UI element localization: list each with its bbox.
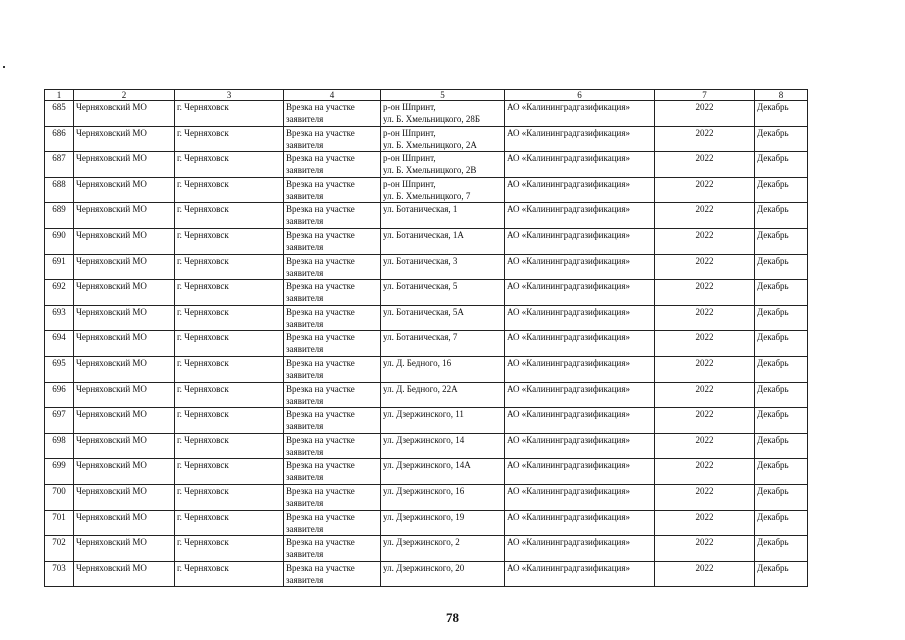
district-cell: Черняховский МО [74, 433, 175, 459]
row-number-cell: 688 [45, 177, 74, 203]
organization-cell: АО «Калининградгазификация» [505, 510, 655, 536]
address-cell [381, 561, 505, 587]
district-cell: Черняховский МО [74, 280, 175, 306]
work-type-cell-line: Врезка на участке [286, 127, 355, 138]
work-type-cell-line: Врезка на участке [286, 204, 355, 215]
address-cell-line: ул. Дзержинского, 20 [383, 562, 465, 573]
table-row [45, 561, 808, 587]
address-cell [381, 433, 505, 459]
month-cell: Декабрь [755, 536, 808, 562]
address-cell [381, 382, 505, 408]
address-cell-line: ул. Дзержинского, 11 [383, 409, 464, 420]
work-type-cell-line: заявителя [286, 446, 324, 457]
address-cell-line: ул. Дзержинского, 19 [383, 511, 465, 522]
year-cell: 2022 [655, 561, 755, 587]
city-cell: г. Черняховск [175, 228, 284, 254]
work-type-cell-line: Врезка на участке [286, 332, 355, 343]
work-type-cell [284, 459, 381, 485]
month-cell: Декабрь [755, 433, 808, 459]
work-type-cell-line: заявителя [286, 318, 324, 329]
address-cell [381, 126, 505, 152]
table-row [45, 126, 808, 152]
city-cell: г. Черняховск [175, 331, 284, 357]
table-row [45, 510, 808, 536]
work-type-cell-line: заявителя [286, 293, 324, 304]
work-type-cell [284, 203, 381, 229]
address-cell [381, 305, 505, 331]
work-type-cell-line: заявителя [286, 523, 324, 534]
organization-cell: АО «Калининградгазификация» [505, 280, 655, 306]
address-cell [381, 536, 505, 562]
work-type-cell-line: Врезка на участке [286, 511, 355, 522]
city-cell: г. Черняховск [175, 254, 284, 280]
work-type-cell-line: заявителя [286, 165, 324, 176]
work-type-cell-line: Врезка на участке [286, 306, 355, 317]
row-number-cell: 691 [45, 254, 74, 280]
year-cell: 2022 [655, 280, 755, 306]
year-cell: 2022 [655, 433, 755, 459]
organization-cell: АО «Калининградгазификация» [505, 203, 655, 229]
month-cell: Декабрь [755, 561, 808, 587]
work-type-cell-line: заявителя [286, 549, 324, 560]
year-cell: 2022 [655, 254, 755, 280]
address-cell-line: ул. Б. Хмельницкого, 28Б [383, 114, 481, 124]
year-cell: 2022 [655, 536, 755, 562]
table-row [45, 484, 808, 510]
city-cell: г. Черняховск [175, 305, 284, 331]
header-col-1: 1 [45, 90, 74, 101]
address-cell [381, 280, 505, 306]
row-number-cell: 692 [45, 280, 74, 306]
work-type-cell-line: заявителя [286, 267, 324, 278]
month-cell: Декабрь [755, 152, 808, 178]
work-type-cell-line: заявителя [286, 369, 324, 380]
month-cell: Декабрь [755, 126, 808, 152]
address-cell-line: ул. Дзержинского, 2 [383, 537, 460, 548]
work-type-cell-line: заявителя [286, 344, 324, 355]
header-col-2: 2 [74, 90, 175, 101]
organization-cell: АО «Калининградгазификация» [505, 228, 655, 254]
header-col-8: 8 [755, 90, 808, 101]
row-number-cell: 687 [45, 152, 74, 178]
work-type-cell-line: заявителя [286, 395, 324, 406]
row-number-cell: 689 [45, 203, 74, 229]
row-number-cell: 703 [45, 561, 74, 587]
table-row [45, 536, 808, 562]
year-cell: 2022 [655, 484, 755, 510]
city-cell: г. Черняховск [175, 126, 284, 152]
month-cell: Декабрь [755, 331, 808, 357]
row-number-cell: 701 [45, 510, 74, 536]
district-cell: Черняховский МО [74, 331, 175, 357]
work-type-cell-line: Врезка на участке [286, 562, 355, 573]
table-row [45, 305, 808, 331]
work-type-cell-line: заявителя [286, 139, 324, 150]
address-cell [381, 331, 505, 357]
organization-cell: АО «Калининградгазификация» [505, 536, 655, 562]
work-type-cell-line: заявителя [286, 421, 324, 432]
header-col-7: 7 [655, 90, 755, 101]
work-type-cell-line: заявителя [286, 190, 324, 201]
work-type-cell-line: Врезка на участке [286, 485, 355, 496]
district-cell: Черняховский МО [74, 177, 175, 203]
address-cell [381, 408, 505, 434]
address-cell-line: ул. Ботаническая, 1 [383, 204, 458, 215]
year-cell: 2022 [655, 152, 755, 178]
work-type-cell [284, 228, 381, 254]
work-type-cell-line: заявителя [286, 497, 324, 508]
year-cell: 2022 [655, 459, 755, 485]
header-col-5: 5 [381, 90, 505, 101]
organization-cell: АО «Калининградгазификация» [505, 561, 655, 587]
work-type-cell-line: Врезка на участке [286, 229, 355, 240]
header-col-6: 6 [505, 90, 655, 101]
district-cell: Черняховский МО [74, 408, 175, 434]
month-cell: Декабрь [755, 228, 808, 254]
city-cell: г. Черняховск [175, 382, 284, 408]
page-number: 78 [446, 610, 459, 625]
table-row [45, 408, 808, 434]
row-number-cell: 698 [45, 433, 74, 459]
year-cell: 2022 [655, 331, 755, 357]
row-number-cell: 697 [45, 408, 74, 434]
table-header [45, 90, 808, 101]
district-cell: Черняховский МО [74, 536, 175, 562]
city-cell: г. Черняховск [175, 536, 284, 562]
address-cell-line: ул. Б. Хмельницкого, 2А [383, 139, 477, 150]
address-cell-line: р-он Шпринт, [383, 153, 436, 164]
work-type-cell-line: Врезка на участке [286, 281, 355, 292]
address-cell [381, 510, 505, 536]
row-number-cell: 696 [45, 382, 74, 408]
work-type-cell [284, 408, 381, 434]
year-cell: 2022 [655, 510, 755, 536]
district-cell: Черняховский МО [74, 561, 175, 587]
month-cell: Декабрь [755, 382, 808, 408]
row-number-cell: 685 [45, 101, 74, 127]
district-cell: Черняховский МО [74, 228, 175, 254]
organization-cell: АО «Калининградгазификация» [505, 484, 655, 510]
row-number-cell: 699 [45, 459, 74, 485]
table-row [45, 356, 808, 382]
month-cell: Декабрь [755, 356, 808, 382]
district-cell: Черняховский МО [74, 254, 175, 280]
month-cell: Декабрь [755, 203, 808, 229]
work-type-cell-line: Врезка на участке [286, 102, 355, 112]
month-cell: Декабрь [755, 484, 808, 510]
organization-cell: АО «Калининградгазификация» [505, 126, 655, 152]
address-cell [381, 254, 505, 280]
address-cell-line: ул. Ботаническая, 3 [383, 255, 458, 266]
address-cell [381, 228, 505, 254]
address-cell [381, 101, 505, 127]
year-cell: 2022 [655, 228, 755, 254]
city-cell: г. Черняховск [175, 459, 284, 485]
organization-cell: АО «Калининградгазификация» [505, 305, 655, 331]
work-type-cell [284, 484, 381, 510]
address-cell [381, 177, 505, 203]
address-cell [381, 356, 505, 382]
work-type-cell-line: Врезка на участке [286, 357, 355, 368]
row-number-cell: 702 [45, 536, 74, 562]
address-cell-line: ул. Б. Хмельницкого, 2В [383, 165, 477, 176]
city-cell: г. Черняховск [175, 510, 284, 536]
address-cell-line: р-он Шпринт, [383, 178, 436, 189]
organization-cell: АО «Калининградгазификация» [505, 356, 655, 382]
district-cell: Черняховский МО [74, 356, 175, 382]
work-type-cell [284, 177, 381, 203]
district-cell: Черняховский МО [74, 510, 175, 536]
month-cell: Декабрь [755, 459, 808, 485]
city-cell: г. Черняховск [175, 280, 284, 306]
organization-cell: АО «Калининградгазификация» [505, 331, 655, 357]
year-cell: 2022 [655, 305, 755, 331]
table-body [45, 101, 808, 587]
work-type-cell-line: Врезка на участке [286, 178, 355, 189]
table-row [45, 101, 808, 127]
work-type-cell-line: Врезка на участке [286, 434, 355, 445]
address-cell [381, 484, 505, 510]
work-type-cell [284, 510, 381, 536]
year-cell: 2022 [655, 203, 755, 229]
table-row [45, 433, 808, 459]
address-cell-line: ул. Дзержинского, 14А [383, 460, 471, 471]
row-number-cell: 694 [45, 331, 74, 357]
work-type-cell-line: заявителя [286, 574, 324, 585]
row-number-cell: 686 [45, 126, 74, 152]
address-cell-line: ул. Б. Хмельницкого, 7 [383, 190, 471, 201]
table-row [45, 203, 808, 229]
year-cell: 2022 [655, 126, 755, 152]
work-type-cell-line: Врезка на участке [286, 153, 355, 164]
address-cell-line: р-он Шпринт, [383, 102, 436, 112]
month-cell: Декабрь [755, 254, 808, 280]
work-type-cell-line: Врезка на участке [286, 537, 355, 548]
district-cell: Черняховский МО [74, 459, 175, 485]
table-row [45, 177, 808, 203]
works-table [44, 89, 808, 587]
organization-cell: АО «Калининградгазификация» [505, 433, 655, 459]
year-cell: 2022 [655, 356, 755, 382]
organization-cell: АО «Калининградгазификация» [505, 408, 655, 434]
table-row [45, 459, 808, 485]
organization-cell: АО «Калининградгазификация» [505, 177, 655, 203]
address-cell [381, 459, 505, 485]
work-type-cell-line: заявителя [286, 241, 324, 252]
address-cell-line: ул. Дзержинского, 14 [383, 434, 465, 445]
city-cell: г. Черняховск [175, 177, 284, 203]
organization-cell: АО «Калининградгазификация» [505, 101, 655, 127]
work-type-cell [284, 254, 381, 280]
address-cell-line: ул. Д. Бедного, 16 [383, 357, 452, 368]
work-type-cell [284, 305, 381, 331]
city-cell: г. Черняховск [175, 484, 284, 510]
header-col-4: 4 [284, 90, 381, 101]
table-row [45, 228, 808, 254]
city-cell: г. Черняховск [175, 356, 284, 382]
work-type-cell [284, 536, 381, 562]
city-cell: г. Черняховск [175, 203, 284, 229]
district-cell: Черняховский МО [74, 484, 175, 510]
work-type-cell-line: Врезка на участке [286, 409, 355, 420]
table-row [45, 331, 808, 357]
city-cell: г. Черняховск [175, 152, 284, 178]
table-row [45, 254, 808, 280]
month-cell: Декабрь [755, 280, 808, 306]
work-type-cell [284, 356, 381, 382]
year-cell: 2022 [655, 408, 755, 434]
address-cell-line: ул. Д. Бедного, 22А [383, 383, 458, 394]
row-number-cell: 690 [45, 228, 74, 254]
month-cell: Декабрь [755, 305, 808, 331]
address-cell [381, 152, 505, 178]
city-cell: г. Черняховск [175, 433, 284, 459]
row-number-cell: 695 [45, 356, 74, 382]
table-row [45, 280, 808, 306]
district-cell: Черняховский МО [74, 152, 175, 178]
year-cell: 2022 [655, 101, 755, 127]
year-cell: 2022 [655, 382, 755, 408]
address-cell [381, 203, 505, 229]
address-cell-line: ул. Ботаническая, 5 [383, 281, 458, 292]
work-type-cell-line: Врезка на участке [286, 255, 355, 266]
work-type-cell [284, 101, 381, 127]
work-type-cell [284, 433, 381, 459]
scan-speck [3, 66, 5, 68]
district-cell: Черняховский МО [74, 382, 175, 408]
header-col-3: 3 [175, 90, 284, 101]
work-type-cell-line: заявителя [286, 114, 324, 124]
work-type-cell-line: Врезка на участке [286, 460, 355, 471]
work-type-cell-line: заявителя [286, 472, 324, 483]
row-number-cell: 693 [45, 305, 74, 331]
month-cell: Декабрь [755, 510, 808, 536]
year-cell: 2022 [655, 177, 755, 203]
header-row [45, 90, 808, 101]
district-cell: Черняховский МО [74, 305, 175, 331]
city-cell: г. Черняховск [175, 561, 284, 587]
address-cell-line: ул. Дзержинского, 16 [383, 485, 465, 496]
row-number-cell: 700 [45, 484, 74, 510]
table-row [45, 152, 808, 178]
work-type-cell [284, 331, 381, 357]
work-type-cell [284, 561, 381, 587]
month-cell: Декабрь [755, 101, 808, 127]
work-type-cell [284, 152, 381, 178]
address-cell-line: ул. Ботаническая, 1А [383, 229, 464, 240]
table-row [45, 382, 808, 408]
address-cell-line: р-он Шпринт, [383, 127, 436, 138]
organization-cell: АО «Калининградгазификация» [505, 152, 655, 178]
month-cell: Декабрь [755, 408, 808, 434]
month-cell: Декабрь [755, 177, 808, 203]
organization-cell: АО «Калининградгазификация» [505, 459, 655, 485]
city-cell: г. Черняховск [175, 408, 284, 434]
work-type-cell [284, 280, 381, 306]
organization-cell: АО «Калининградгазификация» [505, 382, 655, 408]
district-cell: Черняховский МО [74, 126, 175, 152]
work-type-cell-line: Врезка на участке [286, 383, 355, 394]
work-type-cell-line: заявителя [286, 216, 324, 227]
district-cell: Черняховский МО [74, 101, 175, 127]
organization-cell: АО «Калининградгазификация» [505, 254, 655, 280]
work-type-cell [284, 126, 381, 152]
address-cell-line: ул. Ботаническая, 7 [383, 332, 458, 343]
city-cell: г. Черняховск [175, 101, 284, 127]
district-cell: Черняховский МО [74, 203, 175, 229]
address-cell-line: ул. Ботаническая, 5А [383, 306, 464, 317]
work-type-cell [284, 382, 381, 408]
